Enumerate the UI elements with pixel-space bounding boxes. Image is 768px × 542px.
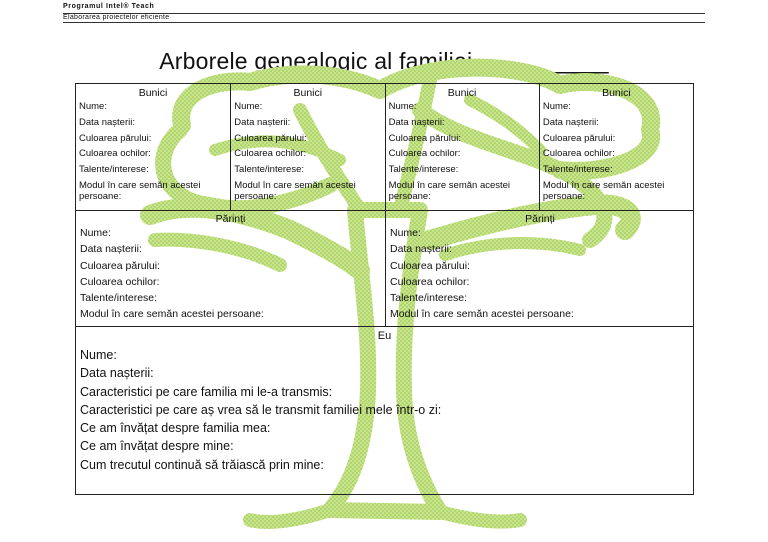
grandparent-field[interactable]: Nume:: [234, 101, 263, 112]
me-field[interactable]: Caracteristici pe care aș vrea să le transmit familiei mele într-o zi:: [80, 402, 442, 417]
grandparent-field[interactable]: Nume:: [79, 101, 107, 112]
parent-field[interactable]: Talente/interese:: [80, 292, 158, 305]
parent-field[interactable]: Culoarea ochilor:: [80, 275, 160, 288]
page-title: Arborele genealogic al familiei __________: [159, 48, 609, 74]
me-field[interactable]: Ce am învățat despre familia mea:: [80, 421, 271, 436]
grandparent-field[interactable]: Culoarea părului:: [542, 132, 616, 144]
parent-field[interactable]: Culoarea părului:: [390, 259, 470, 272]
grandparent-cell-3: [385, 84, 539, 210]
grandparent-cell-4: [539, 84, 693, 210]
parent-field[interactable]: Nume:: [80, 227, 111, 239]
grandparent-field[interactable]: Data nașterii:: [79, 116, 135, 128]
grandparent-heading: Bunici: [447, 87, 477, 99]
grandparent-field[interactable]: Talente/interese:: [388, 164, 459, 176]
grandparent-heading: Bunici: [602, 87, 631, 99]
grandparent-field[interactable]: Talente/interese:: [234, 164, 305, 176]
me-field[interactable]: Cum trecutul continuă să trăiască prin mine:: [80, 457, 324, 472]
me-field[interactable]: Data nașterii:: [80, 366, 154, 381]
parent-heading: Părinți: [215, 213, 246, 225]
grandparent-heading: Bunici: [138, 87, 168, 99]
grandparent-field[interactable]: Modul în care semăn acestei persoane:: [234, 179, 356, 202]
me-field[interactable]: Nume:: [80, 348, 117, 362]
grandparent-field[interactable]: Culoarea ochilor:: [388, 148, 461, 160]
me-field[interactable]: Ce am învățat despre mine:: [80, 439, 234, 454]
parent-field[interactable]: Talente/interese:: [390, 292, 468, 305]
me-field[interactable]: Caracteristici pe care familia mi le-a transmis:: [80, 384, 333, 399]
parent-cell-1: [76, 210, 385, 326]
parent-field[interactable]: Modul în care semăn acestei persoane:: [80, 308, 264, 321]
program-subtitle: Elaborarea proiectelor eficiente: [63, 14, 170, 21]
grandparent-cell-2: [230, 84, 384, 210]
grandparent-field[interactable]: Culoarea ochilor:: [79, 148, 151, 160]
grandparent-field[interactable]: Culoarea părului:: [388, 132, 461, 144]
parent-heading: Părinți: [525, 213, 555, 225]
grandparent-field[interactable]: Nume:: [542, 101, 571, 112]
grandparent-field[interactable]: Culoarea părului:: [79, 132, 152, 144]
parent-field[interactable]: Culoarea părului:: [80, 259, 160, 272]
grandparent-field[interactable]: Culoarea ochilor:: [234, 148, 307, 160]
parent-field[interactable]: Data nașterii:: [80, 243, 142, 256]
family-tree-table: [75, 83, 694, 495]
parent-field[interactable]: Data nașterii:: [390, 243, 452, 256]
grandparent-heading: Bunici: [293, 87, 323, 99]
parents-row: [76, 210, 693, 327]
program-name: Programul Intel® Teach: [63, 3, 155, 10]
me-heading: Eu: [377, 330, 392, 342]
grandparent-field[interactable]: Modul în care semăn acestei persoane:: [79, 179, 201, 202]
grandparent-field[interactable]: Talente/interese:: [542, 164, 613, 176]
grandparent-field[interactable]: Data nașterii:: [542, 116, 599, 128]
grandparent-cell-1: [76, 84, 230, 210]
grandparent-field[interactable]: Nume:: [388, 101, 417, 112]
grandparent-field[interactable]: Modul în care semăn acestei persoane:: [542, 179, 665, 202]
grandparent-field[interactable]: Modul în care semăn acestei persoane:: [388, 179, 511, 202]
grandparent-field[interactable]: Culoarea părului:: [234, 132, 307, 144]
grandparent-field[interactable]: Talente/interese:: [79, 164, 149, 176]
grandparents-row: [76, 84, 693, 211]
parent-field[interactable]: Culoarea ochilor:: [390, 275, 470, 288]
me-row: [76, 327, 693, 494]
parent-field[interactable]: Nume:: [390, 227, 421, 239]
grandparent-field[interactable]: Data nașterii:: [234, 116, 291, 128]
grandparent-field[interactable]: Culoarea ochilor:: [542, 148, 615, 160]
parent-field[interactable]: Modul în care semăn acestei persoane:: [390, 308, 574, 321]
grandparent-field[interactable]: Data nașterii:: [388, 116, 445, 128]
parent-cell-2: [385, 210, 694, 326]
